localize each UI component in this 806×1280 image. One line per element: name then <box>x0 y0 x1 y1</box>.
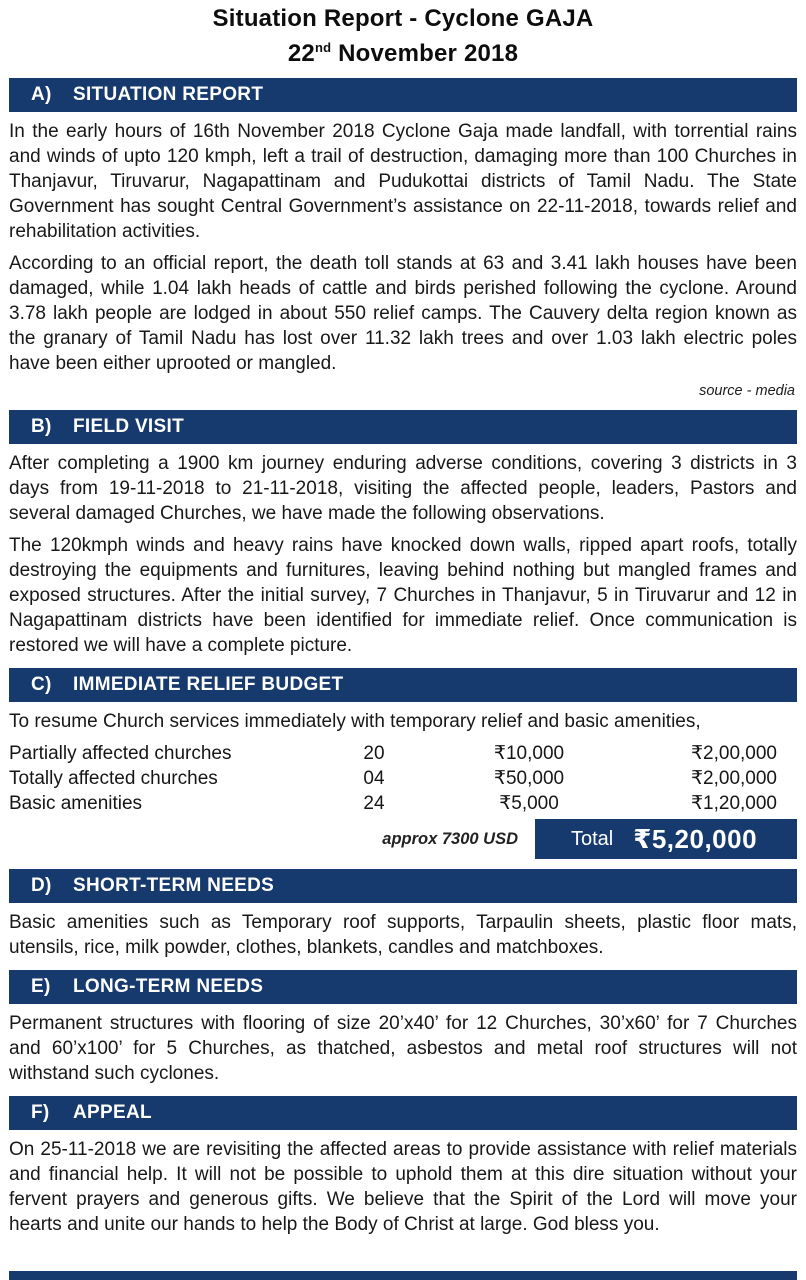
budget-total-row <box>9 819 797 859</box>
section-d-paragraph-1: Basic amenities such as Temporary roof supports, Tarpaulin sheets, plastic floor mats, utensils, rice, milk powder, clothes, blankets, candles and matchboxes. <box>9 912 797 958</box>
section-f-paragraph-1: On 25-11-2018 we are revisiting the affected areas to provide assistance with relief materials and financial help. It will not be possible to uphold them at this dire situation without your fervent prayers and generous gifts. We believe that the Spirit of the Lord will move your hearts and unite our hands to help the Body of Christ at large. God bless you. <box>9 1139 797 1235</box>
section-e-header <box>9 970 797 1004</box>
budget-row-3-qty: 24 <box>363 793 385 814</box>
section-e-paragraph-1: Permanent structures with flooring of size 20’x40’ for 12 Churches, 30’x60’ for 7 Churches and 60’x100’ for 5 Churches, as thatched, asbestos and metal roof structures will not withstand such cyclones. <box>9 1013 797 1084</box>
document-date-day: 22 <box>287 40 315 67</box>
section-e-title: LONG-TERM NEEDS <box>73 976 264 997</box>
budget-row-1-amount: ₹2,00,000 <box>690 743 777 764</box>
section-f-title: APPEAL <box>73 1102 152 1123</box>
section-a-header <box>9 78 797 112</box>
budget-row-1-rate: ₹10,000 <box>493 743 565 764</box>
budget-table <box>9 741 797 816</box>
budget-row-1-qty: 20 <box>363 743 385 764</box>
document-date <box>9 33 797 68</box>
budget-total-box <box>535 819 797 859</box>
section-f-header <box>9 1096 797 1130</box>
budget-intro: To resume Church services immediately with temporary relief and basic amenities, <box>9 711 701 732</box>
budget-row-2-rate: ₹50,000 <box>493 768 565 789</box>
cutoff-section-bar <box>9 1271 797 1280</box>
section-a-title: SITUATION REPORT <box>73 84 264 105</box>
document-title <box>9 4 797 68</box>
document-title-line1: Situation Report - Cyclone GAJA <box>212 5 594 32</box>
section-b-paragraph-2: The 120kmph winds and heavy rains have knocked down walls, ripped apart roofs, totally destroying the equipments and furnitures, leaving behind nothing but mangled frames and exposed structures. After the initial survey, 7 Churches in Thanjavur, 5 in Tiruvarur and 12 in Nagapattinam districts have been identified for immediate relief. Once communication is restored we will have a complete picture. <box>9 535 797 656</box>
budget-row-2-qty: 04 <box>363 768 385 789</box>
section-d-id: D) <box>31 875 52 896</box>
budget-row-3-amount: ₹1,20,000 <box>690 793 777 814</box>
document-date-rest: November 2018 <box>338 40 519 67</box>
section-c-id: C) <box>31 674 52 695</box>
budget-row-3-rate: ₹5,000 <box>499 793 559 814</box>
section-d-title: SHORT-TERM NEEDS <box>73 875 275 896</box>
budget-row-2-amount: ₹2,00,000 <box>690 768 777 789</box>
budget-row-3-item: Basic amenities <box>9 793 143 814</box>
total-label: Total <box>571 827 614 850</box>
section-b-header <box>9 410 797 444</box>
section-a-paragraph-2: According to an official report, the death toll stands at 63 and 3.41 lakh houses have been damaged, while 1.04 lakh heads of cattle and birds perished following the cyclone. Around 3.78 lakh people are lodged in about 550 relief camps. The Cauvery delta region known as the granary of Tamil Nadu has lost over 11.32 lakh trees and over 1.03 lakh electric poles have been either uprooted or mangled. <box>9 253 797 374</box>
section-a-id: A) <box>31 84 52 105</box>
section-b-title: FIELD VISIT <box>73 416 184 437</box>
section-f-id: F) <box>31 1102 50 1123</box>
budget-row-1-item: Partially affected churches <box>9 743 232 764</box>
budget-row-2-item: Totally affected churches <box>9 768 218 789</box>
section-b-paragraph-1: After completing a 1900 km journey enduring adverse conditions, covering 3 districts in 3 days from 19-11-2018 to 21-11-2018, visiting the affected people, leaders, Pastors and several damaged Churches, we have made the following observations. <box>9 453 797 524</box>
document-date-ordinal: nd <box>314 40 332 55</box>
section-c-title: IMMEDIATE RELIEF BUDGET <box>73 674 344 695</box>
section-b-id: B) <box>31 416 52 437</box>
section-e-id: E) <box>31 976 51 997</box>
source-attribution: source - media <box>699 383 795 399</box>
usd-approx-note: approx 7300 USD <box>382 829 518 848</box>
section-a-paragraph-1: In the early hours of 16th November 2018 Cyclone Gaja made landfall, with torrential rains and winds of upto 120 kmph, left a trail of destruction, damaging more than 100 Churches in Thanjavur, Tiruvarur, Nagapattinam and Pudukottai districts of Tamil Nadu. The State Government has sought Central Government’s assistance on 22-11-2018, towards relief and rehabilitation activities. <box>9 121 797 242</box>
section-c-header <box>9 668 797 702</box>
total-amount: ₹5,20,000 <box>633 823 758 854</box>
section-d-header <box>9 869 797 903</box>
